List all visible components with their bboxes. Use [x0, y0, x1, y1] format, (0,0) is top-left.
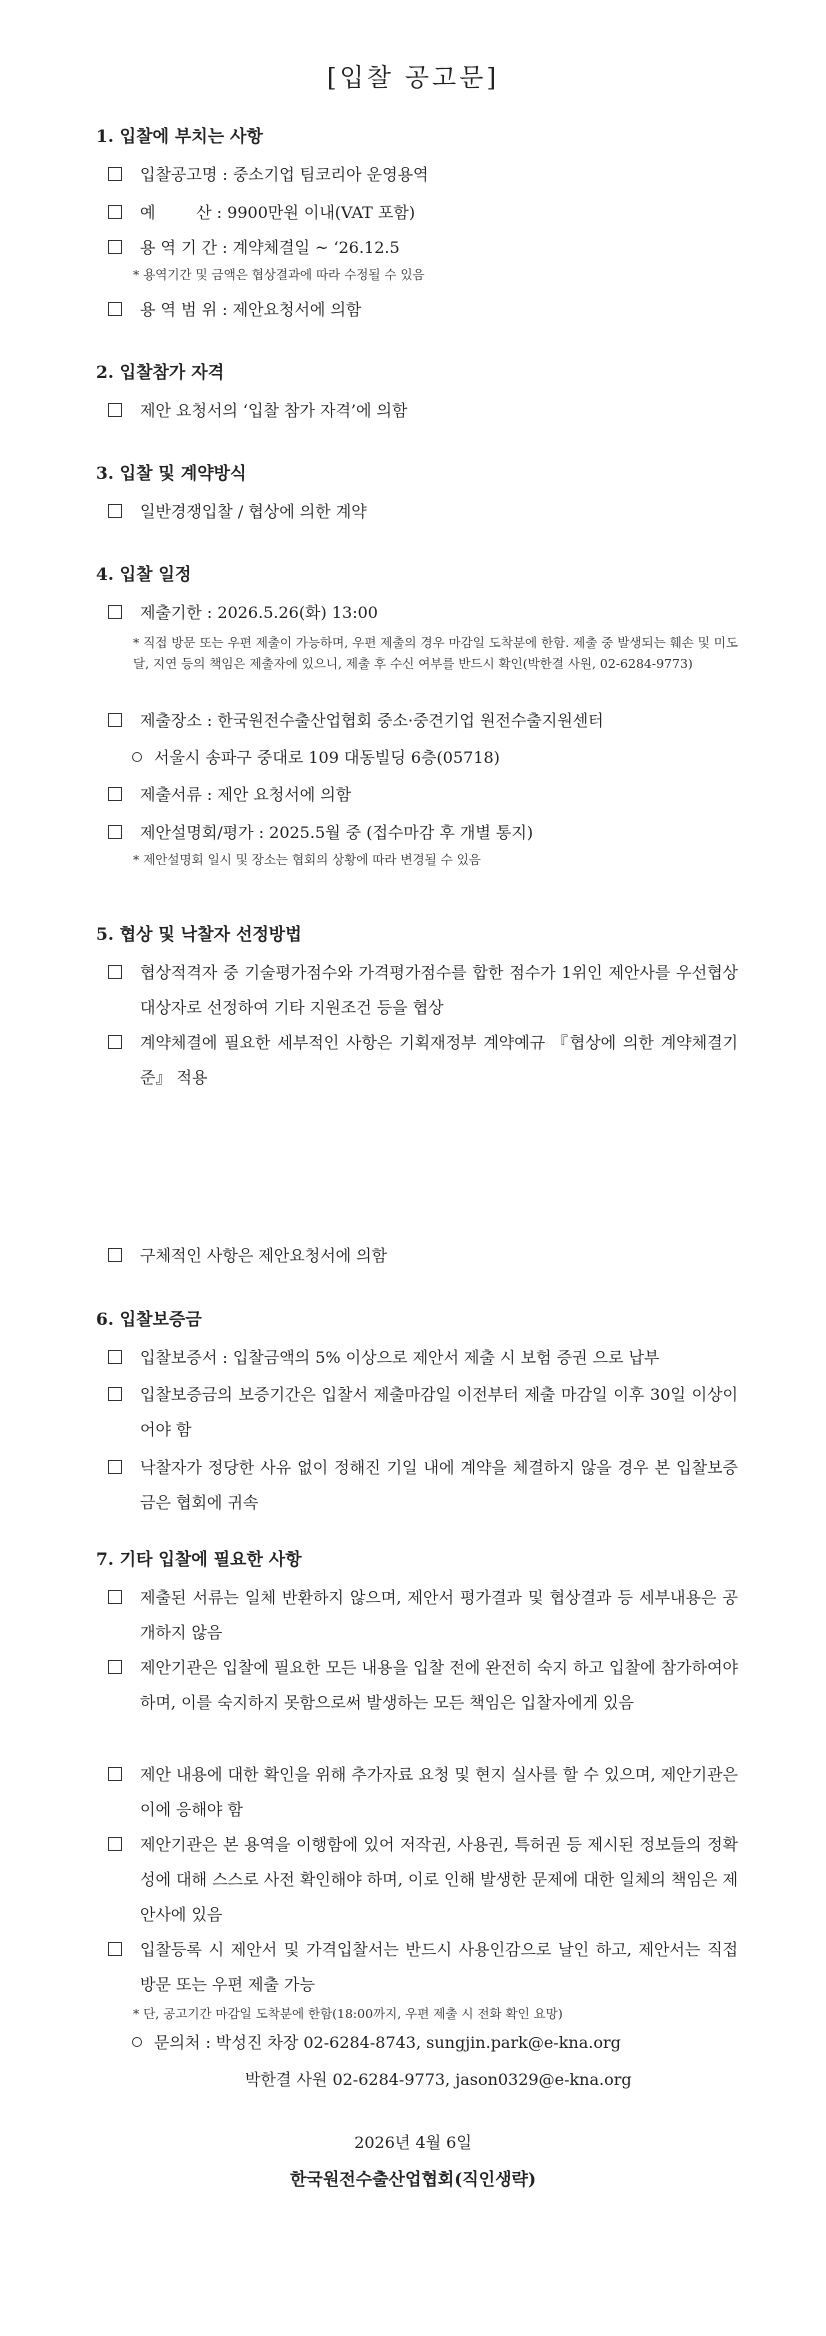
checkbox-icon: [108, 167, 122, 181]
checkbox-item: 입찰등록 시 제안서 및 가격입찰서는 반드시 사용인감으로 날인 하고, 제안서는 직접 방문 또는 우편 제출 가능: [108, 1932, 738, 2002]
section-4-heading: 4. 입찰 일정: [96, 565, 192, 585]
circle-bullet-icon: [132, 2037, 142, 2047]
checkbox-icon: [108, 1942, 122, 1956]
checkbox-item: 제안 요청서의 ‘입찰 참가 자격’에 의함: [108, 393, 738, 428]
checkbox-icon: [108, 825, 122, 839]
checkbox-item: 일반경쟁입찰 / 협상에 의한 계약: [108, 494, 738, 529]
checkbox-icon: [108, 205, 122, 219]
checkbox-item: 입찰보증금의 보증기간은 입찰서 제출마감일 이전부터 제출 마감일 이후 30일 이상이어야 함: [108, 1377, 738, 1447]
note: * 제안설명회 일시 및 장소는 협회의 상황에 따라 변경될 수 있음: [133, 852, 481, 867]
contact-line: 박한결 사원 02-6284-9773, jason0329@e-kna.org: [245, 2070, 632, 2089]
checkbox-icon: [108, 1248, 122, 1262]
checkbox-item: 구체적인 사항은 제안요청서에 의함: [108, 1238, 738, 1273]
checkbox-item: 협상적격자 중 기술평가점수와 가격평가점수를 합한 점수가 1위인 제안사를 우선협상대상자로 선정하여 기타 지원조건 등을 협상: [108, 955, 738, 1025]
checkbox-icon: [108, 1590, 122, 1604]
section-3-heading: 3. 입찰 및 계약방식: [96, 464, 247, 484]
checkbox-item: 예 산 : 9900만원 이내(VAT 포함): [108, 195, 738, 230]
checkbox-icon: [108, 965, 122, 979]
contact-line: 문의처 : 박성진 차장 02-6284-8743, sungjin.park@e-kna.org: [132, 2025, 621, 2060]
checkbox-item: 입찰공고명 : 중소기업 팀코리아 운영용역: [108, 157, 738, 192]
checkbox-icon: [108, 713, 122, 727]
section-5-heading: 5. 협상 및 낙찰자 선정방법: [96, 925, 302, 945]
document-date: 2026년 4월 6일: [354, 2133, 472, 2152]
checkbox-item: 제안기관은 본 용역을 이행함에 있어 저작권, 사용권, 특허권 등 제시된 정보들의 정확성에 대해 스스로 사전 확인해야 하며, 이로 인해 발생한 문제에 대한 일체의 책임은 제안사에 있음: [108, 1827, 738, 1932]
section-1-heading: 1. 입찰에 부치는 사항: [96, 127, 263, 147]
checkbox-icon: [108, 1035, 122, 1049]
section-6-heading: 6. 입찰보증금: [96, 1310, 202, 1330]
checkbox-item: 제출된 서류는 일체 반환하지 않으며, 제안서 평가결과 및 협상결과 등 세부내용은 공개하지 않음: [108, 1580, 738, 1650]
page-title: [입찰 공고문]: [326, 63, 500, 92]
checkbox-icon: [108, 1837, 122, 1851]
checkbox-icon: [108, 403, 122, 417]
note: * 직접 방문 또는 우편 제출이 가능하며, 우편 제출의 경우 마감일 도착분에 한함. 제출 중 발생되는 훼손 및 미도달, 지연 등의 책임은 제출자에 있으니, 제출 후 수신 여부를 반드시 확인(박한결 사원, 02-6284-9773): [133, 635, 738, 671]
checkbox-icon: [108, 1660, 122, 1674]
checkbox-icon: [108, 787, 122, 801]
checkbox-icon: [108, 1387, 122, 1401]
checkbox-icon: [108, 605, 122, 619]
checkbox-item: 낙찰자가 정당한 사유 없이 정해진 기일 내에 계약을 체결하지 않을 경우 본 입찰보증금은 협회에 귀속: [108, 1450, 738, 1520]
checkbox-item: 용 역 기 간 : 계약체결일 ~ ‘26.12.5: [108, 230, 738, 265]
checkbox-item: 제안 내용에 대한 확인을 위해 추가자료 요청 및 현지 실사를 할 수 있으며, 제안기관은 이에 응해야 함: [108, 1757, 738, 1827]
checkbox-item: 제출서류 : 제안 요청서에 의함: [108, 777, 738, 812]
checkbox-item: 계약체결에 필요한 세부적인 사항은 기획재정부 계약예규 『협상에 의한 계약체결기준』 적용: [108, 1025, 738, 1095]
checkbox-icon: [108, 1460, 122, 1474]
checkbox-icon: [108, 302, 122, 316]
checkbox-icon: [108, 504, 122, 518]
section-2-heading: 2. 입찰참가 자격: [96, 363, 225, 383]
checkbox-icon: [108, 1767, 122, 1781]
checkbox-item: 용 역 범 위 : 제안요청서에 의함: [108, 292, 738, 327]
checkbox-item: 제안기관은 입찰에 필요한 모든 내용을 입찰 전에 완전히 숙지 하고 입찰에 참가하여야 하며, 이를 숙지하지 못함으로써 발생하는 모든 책임은 입찰자에게 있음: [108, 1650, 738, 1720]
checkbox-icon: [108, 1350, 122, 1364]
note: * 단, 공고기간 마감일 도착분에 한함(18:00까지, 우편 제출 시 전화 확인 요망): [133, 2006, 563, 2021]
circle-bullet-icon: [132, 752, 142, 762]
checkbox-item: 제출기한 : 2026.5.26(화) 13:00: [108, 595, 738, 630]
note: * 용역기간 및 금액은 협상결과에 따라 수정될 수 있음: [133, 267, 425, 282]
organization-signature: 한국원전수출산업협회(직인생략): [290, 2170, 536, 2190]
checkbox-item: 제안설명회/평가 : 2025.5월 중 (접수마감 후 개별 통지): [108, 815, 738, 850]
checkbox-item: 입찰보증서 : 입찰금액의 5% 이상으로 제안서 제출 시 보험 증권 으로 납부: [108, 1340, 738, 1375]
address-line: 서울시 송파구 중대로 109 대동빌딩 6층(05718): [132, 740, 500, 775]
checkbox-item: 제출장소 : 한국원전수출산업협회 중소·중견기업 원전수출지원센터: [108, 703, 738, 738]
checkbox-icon: [108, 240, 122, 254]
section-7-heading: 7. 기타 입찰에 필요한 사항: [96, 1550, 302, 1570]
